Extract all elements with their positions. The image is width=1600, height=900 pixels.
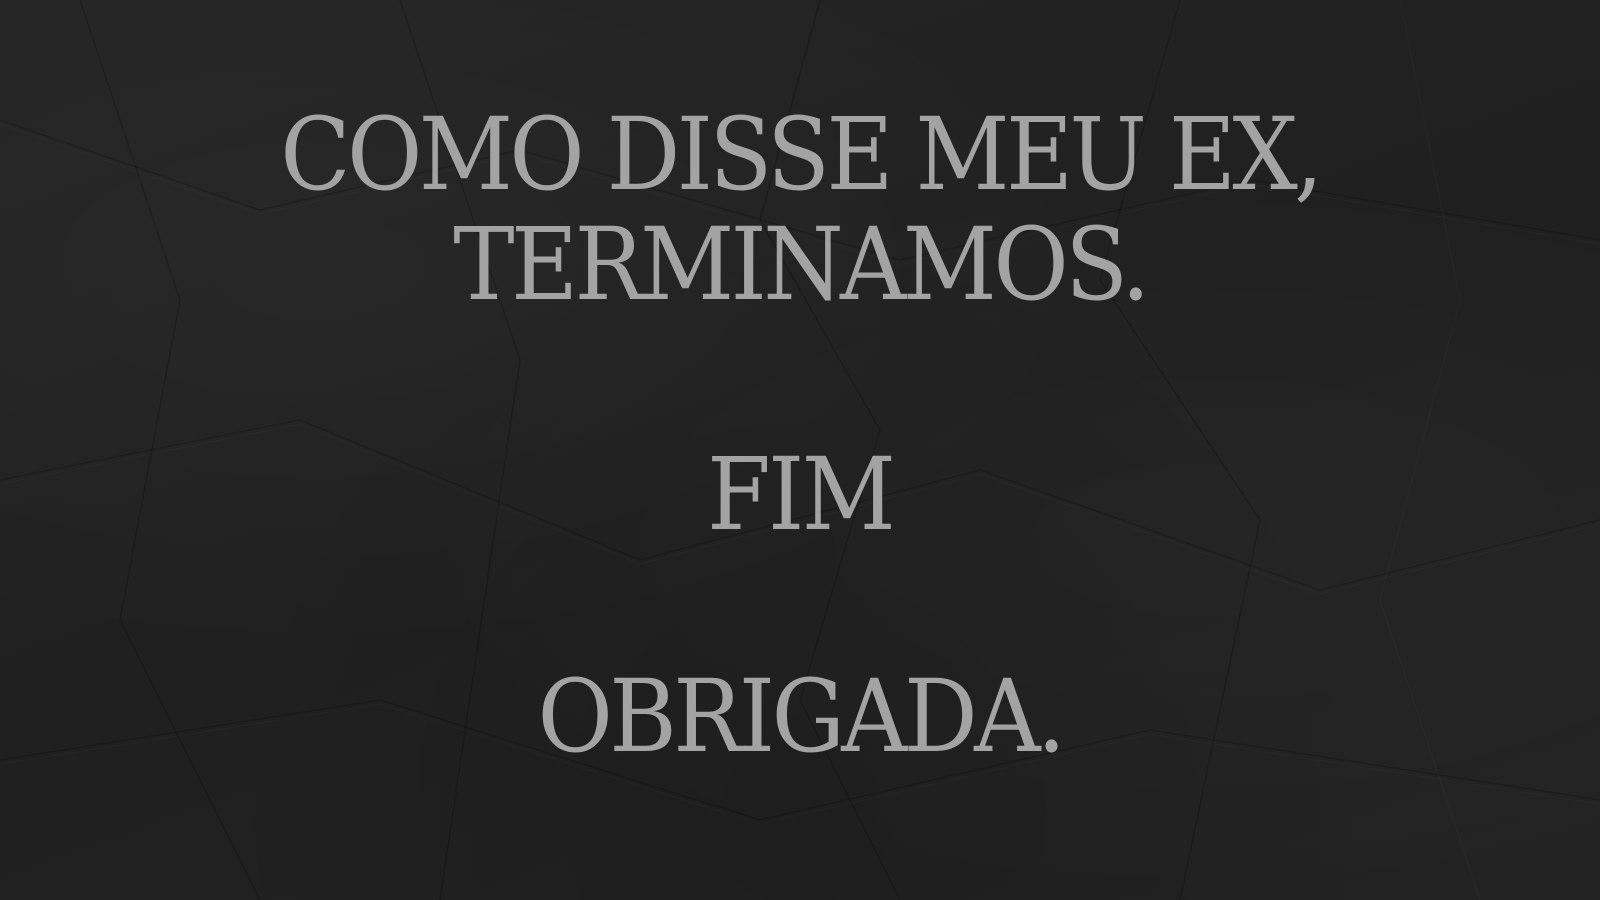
fim-text: FIM [706, 436, 894, 553]
headline-line-2: TERMINAMOS. [453, 206, 1147, 323]
thanks-text: OBRIGADA. [537, 658, 1063, 775]
headline-line-1: COMO DISSE MEU EX, [280, 96, 1320, 213]
headline [64, 96, 1536, 323]
